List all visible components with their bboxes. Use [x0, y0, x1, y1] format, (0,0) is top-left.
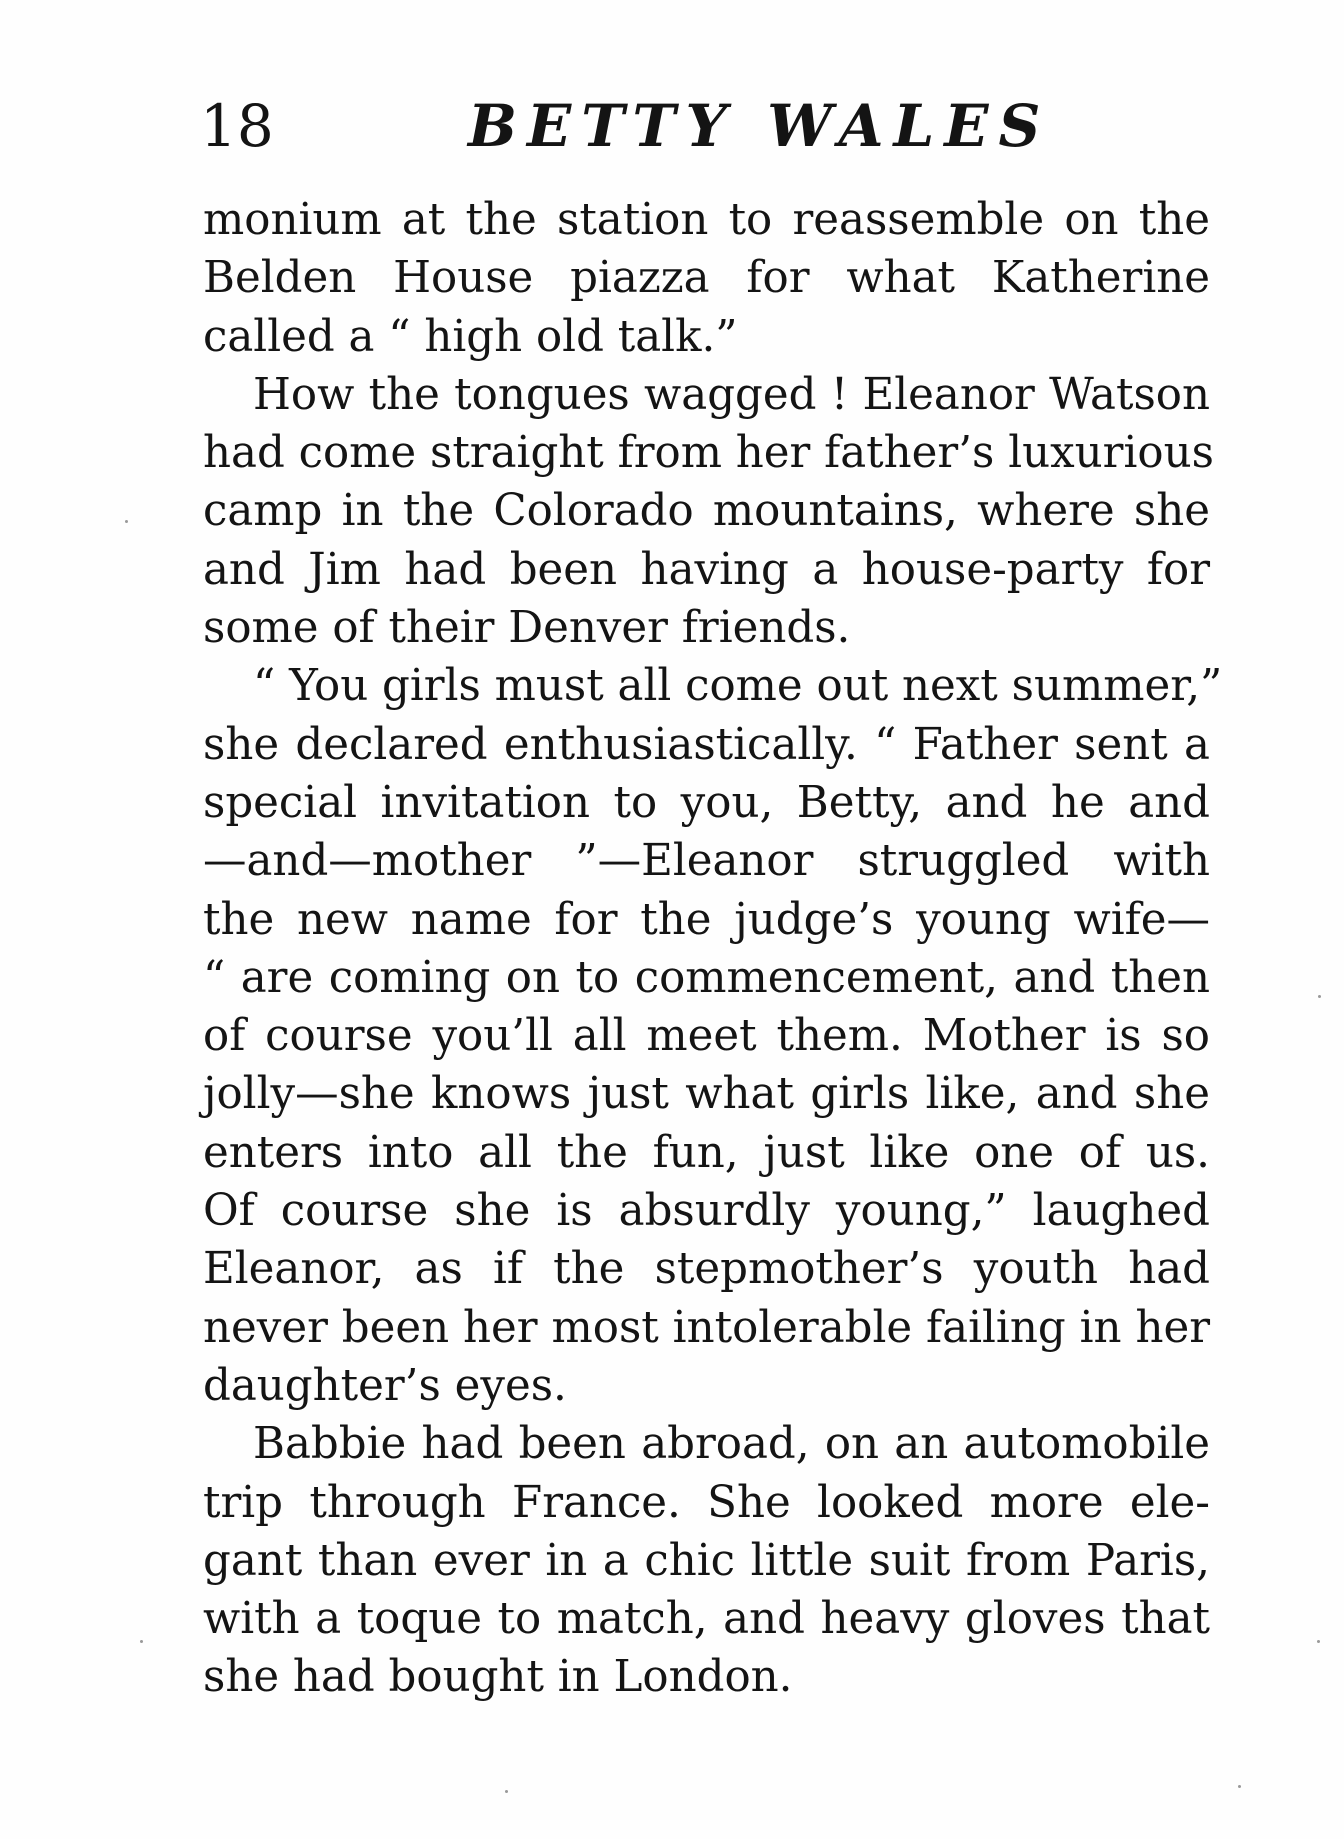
text-line: she declared enthusiastically. “ Father sent a	[203, 719, 1210, 770]
text-line: Of course she is absurdly young,” laughed	[203, 1186, 1210, 1237]
text-line: and Jim had been having a house-party for	[203, 544, 1210, 595]
text-line: some of their Denver friends.	[203, 603, 851, 654]
text-line: with a toque to match, and heavy gloves that	[203, 1594, 1210, 1645]
text-line: camp in the Colorado mountains, where she	[203, 486, 1210, 537]
text-line: —and—mother ”—Eleanor struggled with	[203, 836, 1210, 887]
body-text	[203, 191, 1223, 1707]
text-line: “ You girls must all come out next summer,”	[253, 661, 1223, 712]
text-line: daughter’s eyes.	[203, 1360, 567, 1411]
page-number: 18	[200, 92, 274, 160]
scan-speck	[1318, 995, 1321, 998]
running-head	[200, 86, 1200, 166]
book-title: BETTY WALES	[468, 92, 1051, 160]
text-line: special invitation to you, Betty, and he and	[203, 777, 1210, 828]
text-line: she had bought in London.	[203, 1652, 793, 1703]
text-line: Belden House piazza for what Katherine	[203, 253, 1210, 304]
text-line: “ are coming on to commencement, and then	[203, 952, 1210, 1003]
paragraph	[203, 191, 1210, 366]
text-line: never been her most intolerable failing in her	[203, 1302, 1210, 1353]
text-line: trip through France. She looked more ele-	[203, 1477, 1210, 1528]
text-line: had come straight from her father’s luxurious	[203, 428, 1214, 479]
text-line: enters into all the fun, just like one of us.	[203, 1127, 1210, 1178]
text-line: the new name for the judge’s young wife—	[203, 894, 1210, 945]
text-line: called a “ high old talk.”	[203, 311, 738, 362]
scan-speck	[1238, 1785, 1241, 1788]
text-line: monium at the station to reassemble on the	[203, 195, 1210, 245]
text-line: gant than ever in a chic little suit from Paris,	[203, 1535, 1210, 1586]
paragraph	[203, 1415, 1210, 1706]
scan-speck	[140, 1640, 143, 1643]
paragraph	[203, 366, 1214, 657]
text-line: of course you’ll all meet them. Mother is so	[203, 1011, 1210, 1062]
paragraph	[203, 657, 1223, 1415]
text-line: jolly—she knows just what girls like, and she	[203, 1069, 1210, 1120]
scan-speck	[505, 1790, 508, 1793]
text-line: How the tongues wagged ! Eleanor Watson	[253, 369, 1210, 420]
text-line: Eleanor, as if the stepmother’s youth had	[203, 1244, 1210, 1295]
scan-speck	[1317, 1640, 1320, 1643]
scan-speck	[125, 520, 128, 523]
text-line: Babbie had been abroad, on an automobile	[253, 1419, 1210, 1470]
